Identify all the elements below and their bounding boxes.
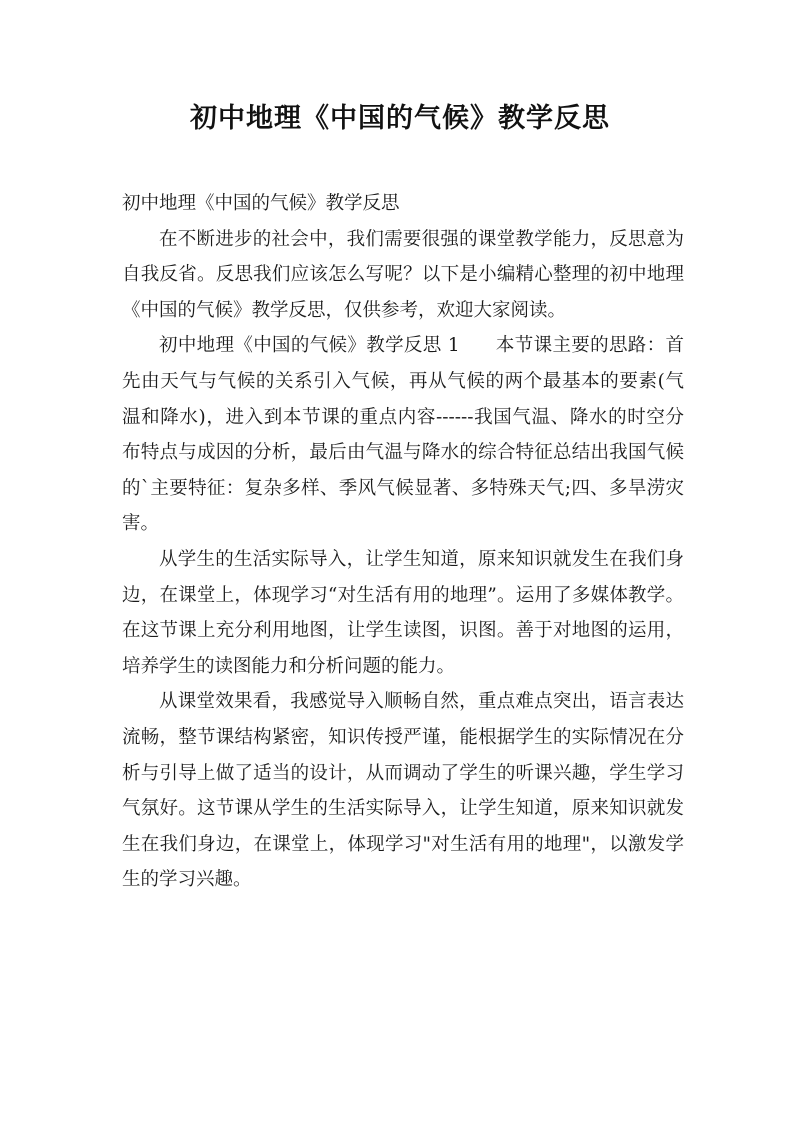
document-title: 初中地理《中国的气候》教学反思 xyxy=(190,103,610,134)
document-body xyxy=(122,186,684,898)
paragraph-3: 从课堂效果看，我感觉导入顺畅自然，重点难点突出，语言表达流畅，整节课结构紧密，知识传授严谨，能根据学生的实际情况在分析与引导上做了适当的设计，从而调动了学生的听课兴趣，学生学习气氛好。这节课从学生的生活实际导入，让学生知道，原来知识就发生在我们身边，在课堂上，体现学习"对生活有用的地理"，以激发学生的学习兴趣。 xyxy=(122,691,684,891)
section1-paragraph xyxy=(122,328,684,542)
document-subtitle: 初中地理《中国的气候》教学反思 xyxy=(122,193,400,214)
paragraph-2: 从学生的生活实际导入，让学生知道，原来知识就发生在我们身边，在课堂上，体现学习“对生活有用的地理”。运用了多媒体教学。在这节课上充分利用地图，让学生读图，识图。善于对地图的运用，培养学生的读图能力和分析问题的能力。 xyxy=(122,548,684,677)
intro-paragraph: 在不断进步的社会中，我们需要很强的课堂教学能力，反思意为自我反省。反思我们应该怎么写呢？以下是小编精心整理的初中地理《中国的气候》教学反思，仅供参考，欢迎大家阅读。 xyxy=(122,228,684,321)
section1-heading: 初中地理《中国的气候》教学反思 1 xyxy=(159,335,460,357)
section1-text: 本节课主要的思路：首先由天气与气候的关系引入气候，再从气候的两个最基本的要素(气温和降水)，进入到本节课的重点内容------我国气温、降水的时空分布特点与成因的分析，最后由气温与降水的综合特征总结出我国气候的`主要特征：复杂多样、季风气候显著、多特殊天气;四、多旱涝灾害。 xyxy=(122,335,684,535)
